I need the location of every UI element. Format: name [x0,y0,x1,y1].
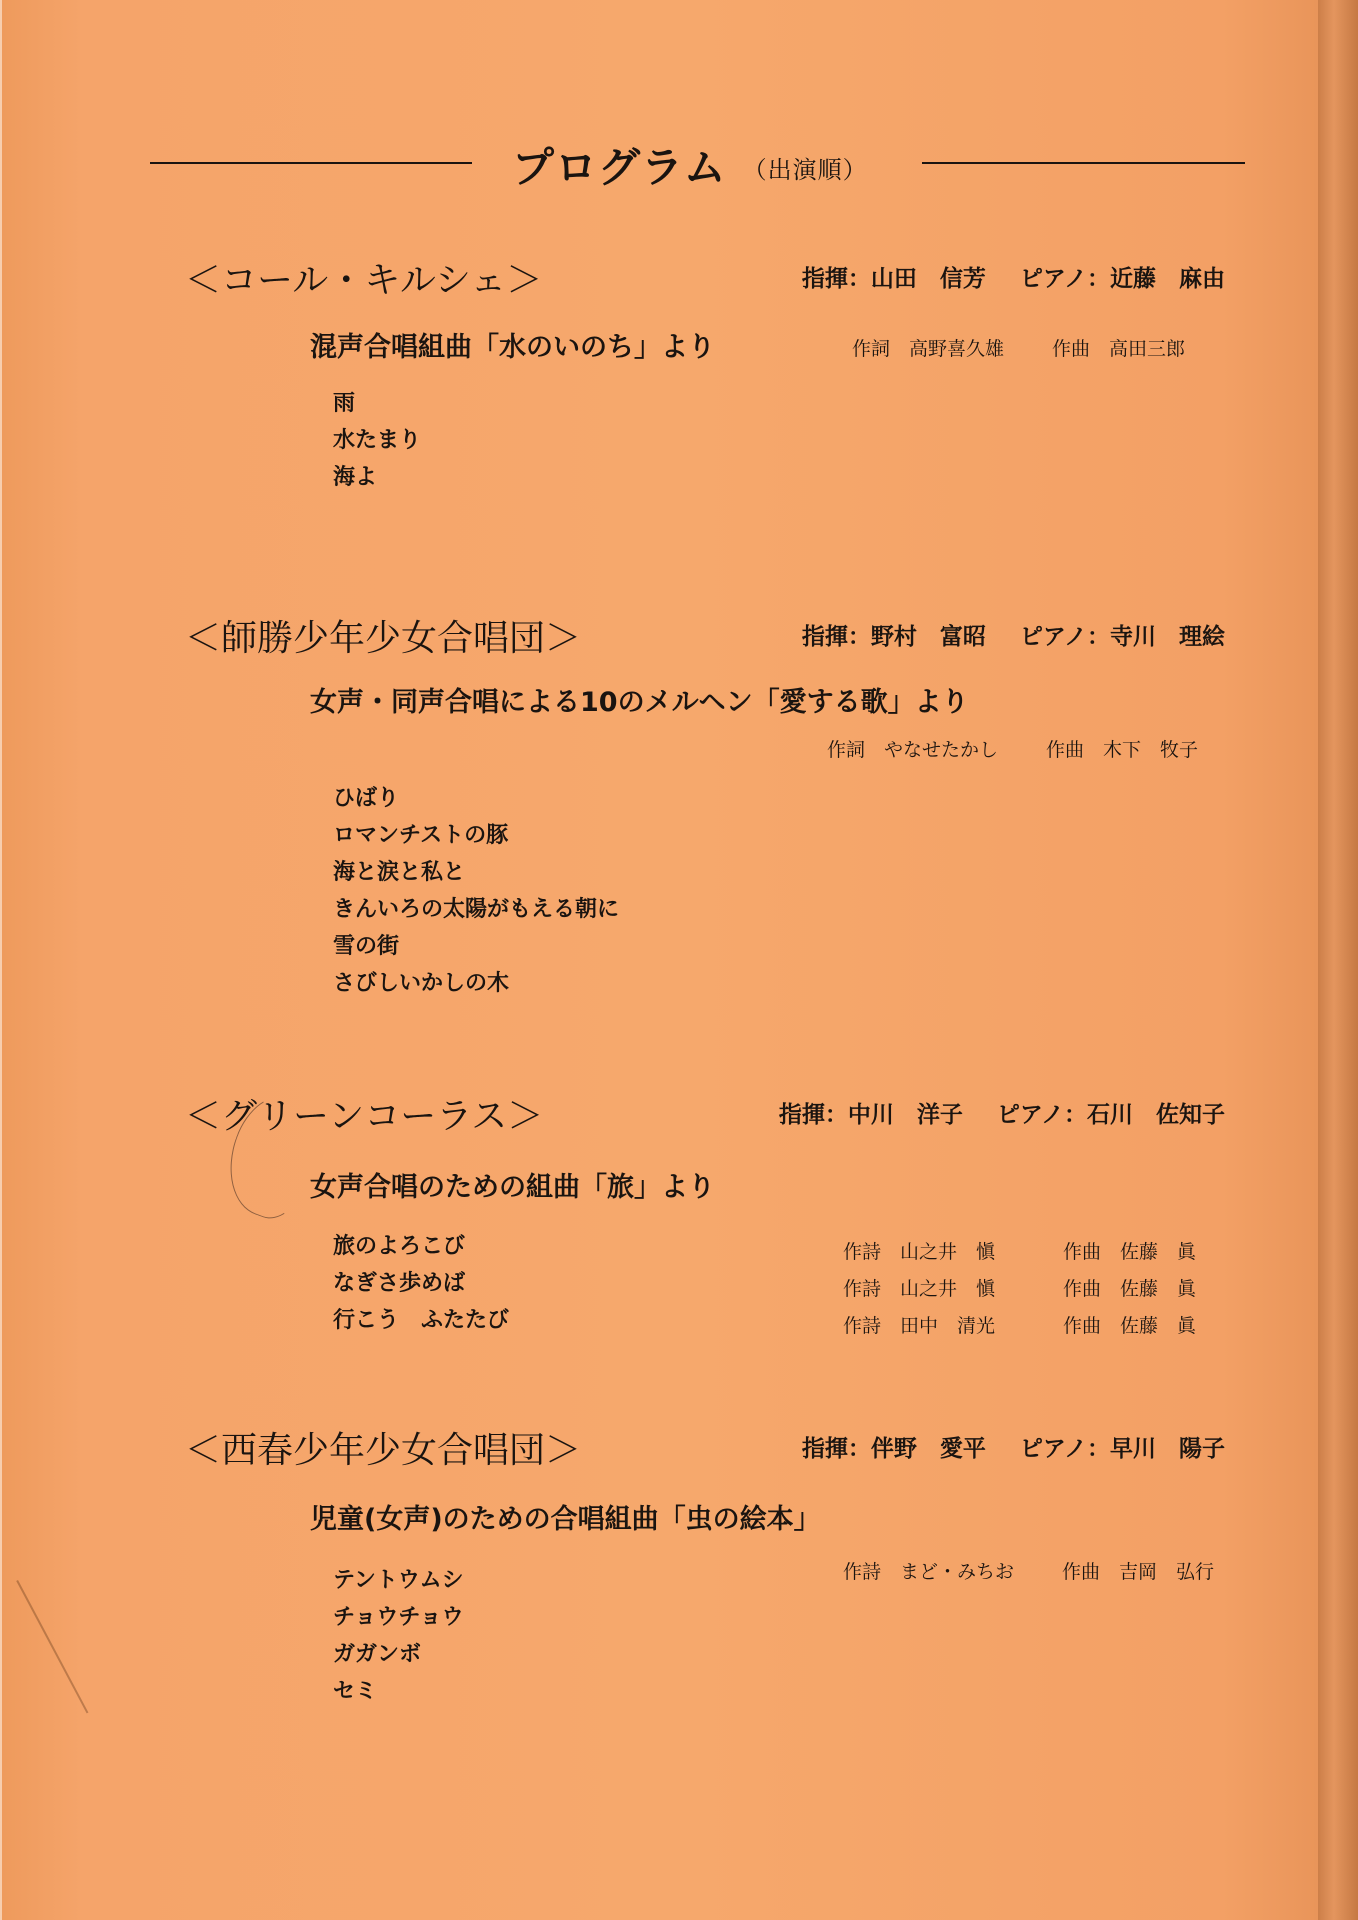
work-title: 児童(女声)のための合唱組曲「虫の絵本」 [310,1504,821,1535]
choir-name: ＜西春少年少女合唱団＞ [185,1430,582,1471]
composer: 作曲 木下 牧子 [1046,739,1199,761]
song-title: 雪の街 [333,934,400,959]
song-credits [843,1237,1196,1264]
song-list [333,385,421,496]
pianist: ピアノ：寺川 理絵 [1019,624,1225,650]
conductor: 指揮：伴野 愛平 [801,1436,986,1462]
lyricist: 作詞 高野喜久雄 [852,338,1005,360]
binding-edge [1318,0,1358,1920]
song-title: 海と涙と私と [333,860,466,885]
lyricist: 作詞 やなせたかし [827,739,999,761]
work-credits [827,735,1198,762]
composer: 作曲 佐藤 眞 [1063,1315,1197,1337]
song-row [333,1228,1197,1265]
conductor: 指揮：中川 洋子 [778,1102,963,1128]
choir-name: ＜師勝少年少女合唱団＞ [185,618,582,659]
song-title: 旅のよろこび [333,1234,466,1259]
program-header [150,135,1245,195]
choir-name: ＜コール・キルシェ＞ [185,260,543,301]
song-title: ガガンボ [333,1642,422,1667]
song-row [333,1265,1197,1302]
title-subtitle: （出演順） [742,156,868,184]
work-title: 混声合唱組曲「水のいのち」より [310,332,715,363]
song-title: 海よ [333,465,378,490]
conductor: 指揮：野村 富昭 [801,624,986,650]
page-title [512,135,868,195]
composer: 作曲 佐藤 眞 [1063,1278,1197,1300]
choir-section [185,1422,1225,1722]
choir-section [185,252,1225,512]
work-credits [843,1557,1214,1584]
pianist: ピアノ：石川 佐知子 [996,1102,1225,1128]
title-text: プログラム [512,143,727,192]
scan-edge [0,0,2,1920]
song-title: チョウチョウ [333,1605,464,1630]
song-title: 雨 [333,391,356,416]
choir-credits [779,1096,1225,1129]
choir-name: ＜グリーンコーラス＞ [185,1096,544,1137]
song-credits [843,1311,1196,1338]
song-title: さびしいかしの木 [333,971,510,996]
choir-section [185,1088,1225,1348]
song-title: 水たまり [333,428,422,453]
choir-credits [802,1430,1225,1463]
song-row [333,1302,1197,1339]
choir-credits [802,260,1225,293]
title-rule-right [922,162,1245,164]
song-title: テントウムシ [333,1568,464,1593]
song-title: きんいろの太陽がもえる朝に [333,897,620,922]
song-list [333,780,619,1002]
composer: 作曲 吉岡 弘行 [1062,1561,1215,1583]
choir-credits [802,618,1225,651]
lyricist: 作詩 田中 清光 [843,1315,996,1337]
pianist: ピアノ：早川 陽子 [1019,1436,1225,1462]
pianist: ピアノ：近藤 麻由 [1019,266,1225,292]
lyricist: 作詩 まど・みちお [843,1561,1015,1583]
lyricist: 作詩 山之井 愼 [843,1278,996,1300]
work-credits [852,334,1185,361]
song-title: なぎさ歩めば [333,1271,466,1296]
song-credits [843,1274,1196,1301]
composer: 作曲 高田三郎 [1052,338,1186,360]
song-title: ひばり [333,786,400,811]
song-list [333,1562,464,1710]
work-title: 女声・同声合唱による10のメルヘン「愛する歌」より [310,687,969,718]
song-title: ロマンチストの豚 [333,823,509,848]
composer: 作曲 佐藤 眞 [1063,1241,1197,1263]
song-list [333,1228,1197,1339]
title-rule-left [150,162,472,164]
conductor: 指揮：山田 信芳 [801,266,986,292]
lyricist: 作詩 山之井 愼 [843,1241,996,1263]
work-title: 女声合唱のための組曲「旅」より [310,1172,715,1203]
choir-section [185,610,1225,1010]
song-title: セミ [333,1679,378,1704]
song-title: 行こう ふたたび [333,1308,510,1333]
